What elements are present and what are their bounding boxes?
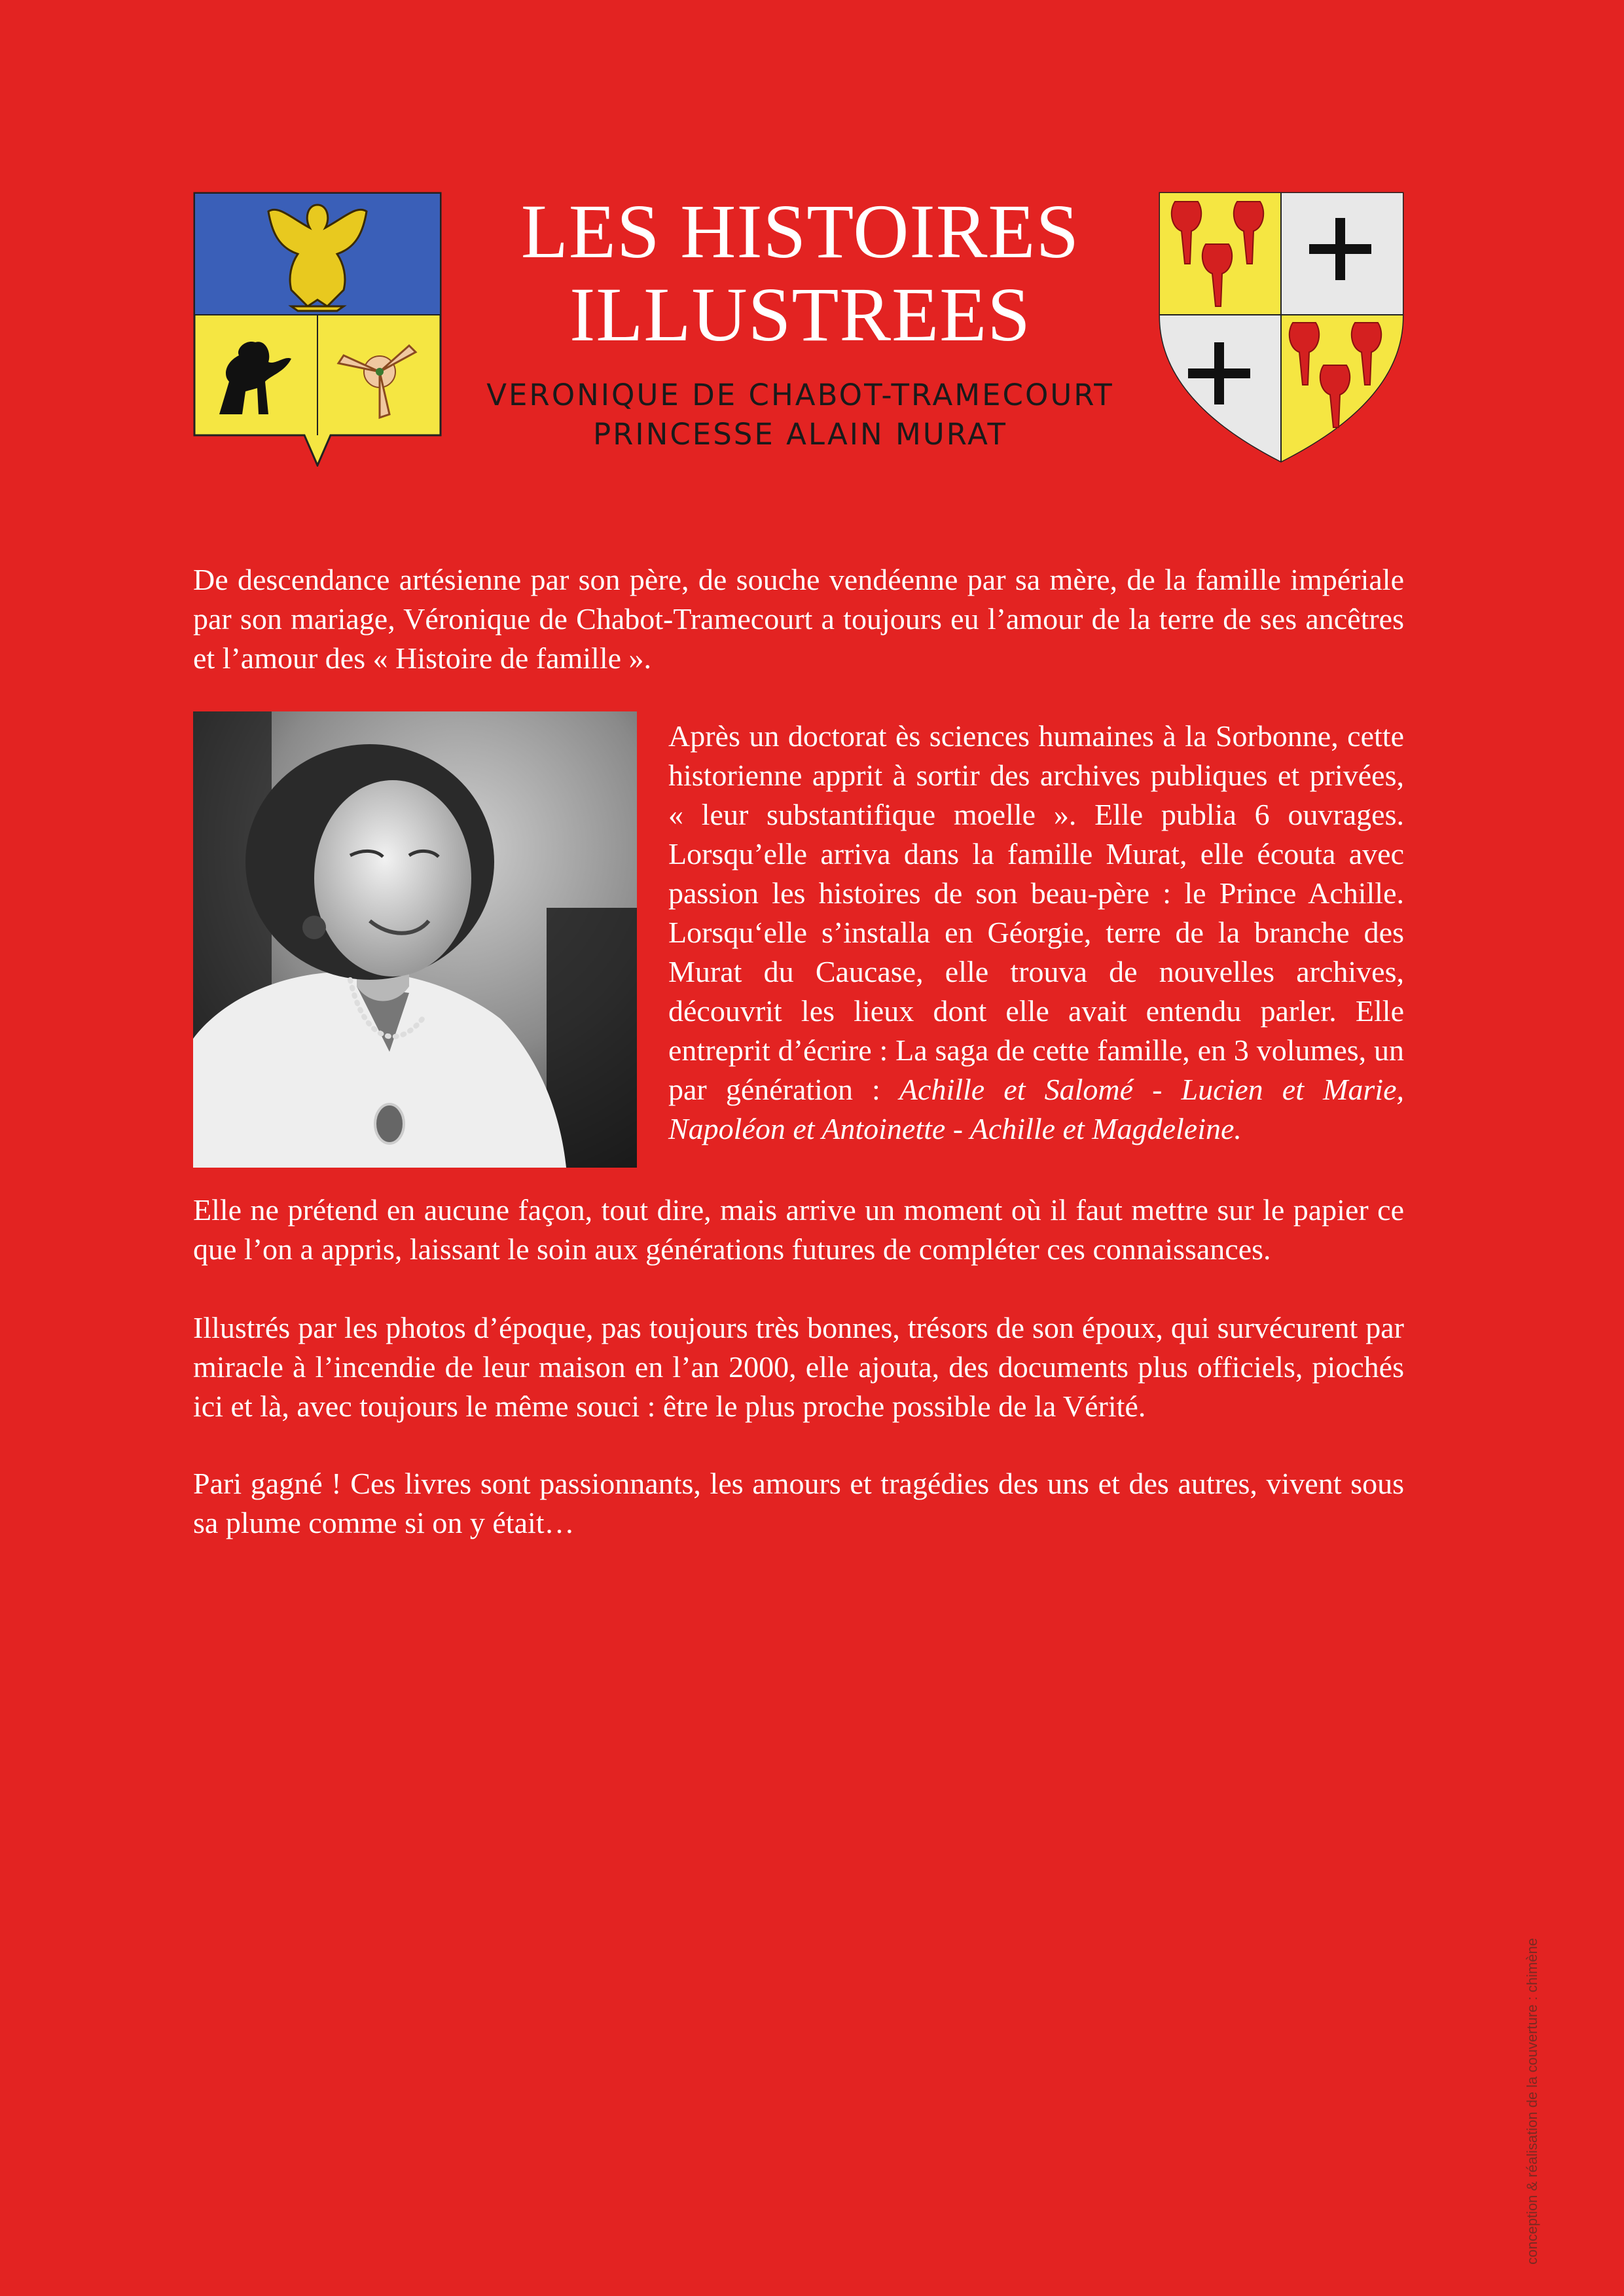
conclusion-paragraph: Pari gagné ! Ces livres sont passionnants, les amours et tragédies des uns et des autres, vivent sous sa plume comme si on y était… — [193, 1467, 1404, 1539]
intro-paragraph: De descendance artésienne par son père, de souche vendéenne par sa mère, de la famille impériale par son mariage, Véronique de Chabot-Tramecourt a toujours eu l’amour de la terre de ses ancêtres et l’amour des « Histoire de famille ». — [193, 563, 1404, 675]
title-line-2: ILLUSTREES — [569, 272, 1031, 357]
author-block — [458, 376, 1142, 454]
career-text: Après un doctorat ès sciences humaines à la Sorbonne, cette historienne apprit à sortir des archives publiques et privées, « leur substantifique moelle ». Elle publia 6 ouvrages. Lorsqu’elle arriva dans la famille Murat, elle écouta avec passion les histoires de son beau-père : le Prince Achille. Lorsqu‘elle s’installa en Géorgie, terre de la branche des Murat du Caucase, elle trouva de nouvelles archives, découvrit les lieux dont elle avait entendu parler. Elle entreprit d’écrire : La saga de cette famille, en 3 volumes, un par génération : — [668, 719, 1404, 1106]
book-title — [458, 190, 1142, 356]
cover-credit: conception & réalisation de la couverture : chimène — [1524, 1938, 1540, 2265]
author-name: VERONIQUE DE CHABOT-TRAMECOURT — [486, 378, 1114, 412]
author-title: PRINCESSE ALAIN MURAT — [593, 417, 1007, 452]
title-line-1: LES HISTOIRES — [520, 188, 1080, 274]
murat-coat-of-arms-icon — [193, 192, 442, 467]
illustrations-paragraph: Illustrés par les photos d’époque, pas toujours très bonnes, trésors de son époux, qui survécurent par miracle à l’incendie de leur maison en l’an 2000, elle ajouta, des documents plus officiels, piochés ici et là, avec toujours le même souci : être le plus proche possible de la Vérité. — [193, 1311, 1404, 1423]
purpose-paragraph: Elle ne prétend en aucune façon, tout dire, mais arrive un moment où il faut mettre sur le papier ce que l’on a appris, laissant le soin aux générations futures de compléter ces connaissances. — [193, 1193, 1404, 1266]
career-paragraph — [668, 717, 1404, 1149]
chabot-tramecourt-coat-of-arms-icon — [1159, 192, 1404, 463]
saga-titles: Achille et Salomé - Lucien et Marie, Napoléon et Antoinette - Achille et Magdeleine. — [668, 1073, 1404, 1145]
author-portrait-photo — [193, 711, 637, 1168]
